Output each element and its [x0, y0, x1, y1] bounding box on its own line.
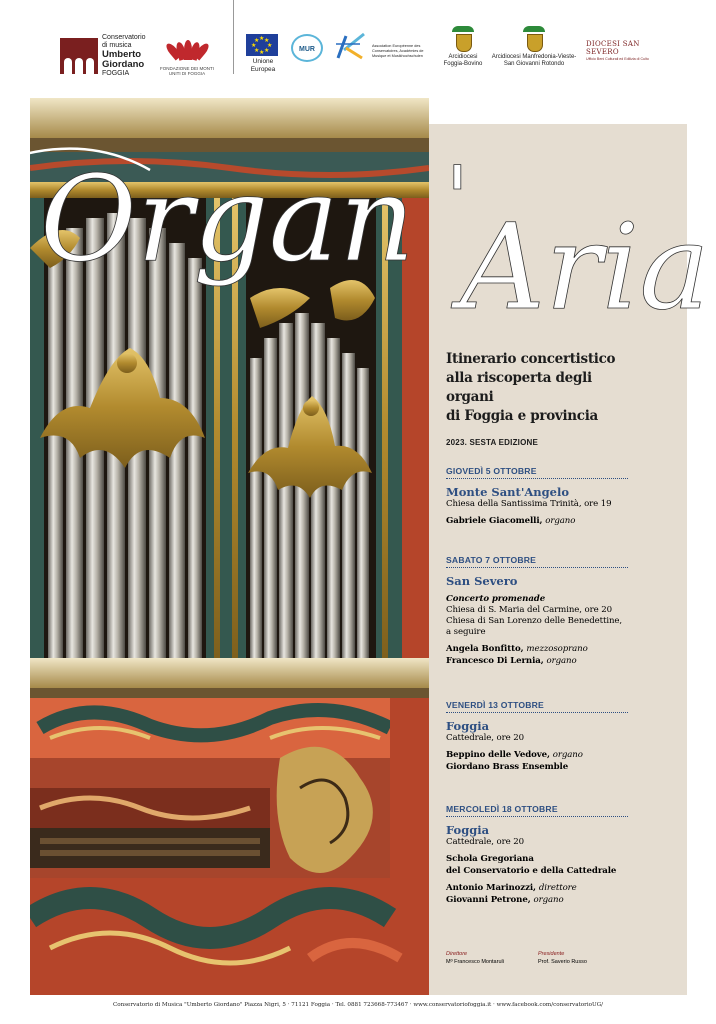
- edition-label: 2023. SESTA EDIZIONE: [446, 438, 539, 447]
- event-3: [446, 700, 628, 773]
- event-venue: Chiesa della Santissima Trinità, ore 19: [446, 499, 612, 509]
- title-apostrophe: ': [445, 147, 470, 252]
- crest-icon: [452, 26, 474, 52]
- event-day: VENERDÌ 13 OTTOBRE: [446, 700, 628, 713]
- fondazione-flower-icon: [167, 38, 207, 60]
- event-city: San Severo: [446, 574, 518, 588]
- crest-icon: [523, 26, 545, 52]
- subtitle-block: [446, 350, 636, 447]
- president-credit: Presidente Prof. Saverio Russo: [538, 951, 587, 965]
- event-1: [446, 466, 628, 528]
- eu-caption-line2: Europea: [250, 65, 276, 73]
- event-venue: Chiesa di S. Maria del Carmine, ore 20: [446, 605, 612, 615]
- conservatorio-logo-icon: [60, 38, 98, 74]
- event-day: SABATO 7 OTTOBRE: [446, 555, 628, 568]
- arcidiocesi-manfredonia-logo: Arcidiocesi Manfredonia-Vieste- San Giovanni Rotondo: [488, 26, 580, 68]
- event-city: Monte Sant'Angelo: [446, 485, 570, 499]
- aec-logo-icon: [332, 28, 368, 64]
- event-venue: a seguire: [446, 627, 486, 637]
- arcidiocesi-foggia-logo: Arcidiocesi Foggia-Bovino: [440, 26, 486, 68]
- eu-logo: [246, 34, 280, 73]
- event-2: [446, 555, 628, 667]
- performer: Gabriele Giacomelli, organo: [446, 516, 576, 526]
- event-city: Foggia: [446, 719, 490, 733]
- event-venue: Chiesa di San Lorenzo delle Benedettine,: [446, 616, 623, 626]
- event-day: MERCOLEDÌ 18 OTTOBRE: [446, 804, 628, 817]
- event-city: Foggia: [446, 823, 490, 837]
- aec-logo-text: Association Européenne des Conservatoires, Académies de Musique et Musikhochschulen: [372, 44, 424, 58]
- performer: Beppino delle Vedove, organo: [446, 750, 583, 760]
- fondazione-caption: FONDAZIONE DEI MONTI UNITI DI FOGGIA: [160, 66, 214, 76]
- event-venue: Cattedrale, ore 20: [446, 837, 524, 847]
- title-part2: Aria: [460, 198, 710, 336]
- director-credit: Direttore Mº Francesco Montaruli: [446, 951, 504, 965]
- eu-caption-line1: Unione: [252, 58, 274, 65]
- title-part1: Organ: [40, 150, 416, 288]
- conservatorio-logo-text: Conservatorio di musica Umberto Giordano FOGGIA: [102, 34, 146, 77]
- eu-flag-icon: ★ ★ ★ ★ ★ ★ ★ ★: [246, 34, 278, 56]
- logo-divider: [233, 0, 234, 74]
- logo-bar: [0, 0, 716, 95]
- performer: Giordano Brass Ensemble: [446, 761, 569, 772]
- event-title: [0, 130, 716, 360]
- event-4: [446, 804, 628, 906]
- performer: Giovanni Petrone, organo: [446, 894, 564, 905]
- event-day: GIOVEDÌ 5 OTTOBRE: [446, 466, 628, 479]
- event-program: Concerto promenade: [446, 594, 546, 604]
- ensemble-name: Schola Gregoriana: [446, 854, 534, 864]
- footer-contacts: Conservatorio di Musica "Umberto Giordano" Piazza Nigri, 5 · 71121 Foggia · Tel. 0881 723668-773467 · www.conservatoriofoggia.it · www.facebook.com/conservatorioUG/: [112, 1002, 604, 1008]
- performer: Francesco Di Lernia, organo: [446, 655, 577, 666]
- mur-logo: MUR: [291, 34, 323, 62]
- performer: Angela Bonfitto, mezzosoprano: [446, 644, 588, 654]
- ensemble-name: del Conservatorio e della Cattedrale: [446, 865, 617, 876]
- subtitle: Itinerario concertistico alla riscoperta degli organi di Foggia e provincia: [446, 351, 616, 424]
- event-venue: Cattedrale, ore 20: [446, 733, 524, 743]
- fondazione-logo: [158, 38, 216, 76]
- performer: Antonio Marinozzi, direttore: [446, 883, 577, 893]
- diocesi-san-severo-logo: DIOCESI SAN SEVERO Ufficio Beni Culturali ed Edilizia di Culto: [586, 40, 649, 61]
